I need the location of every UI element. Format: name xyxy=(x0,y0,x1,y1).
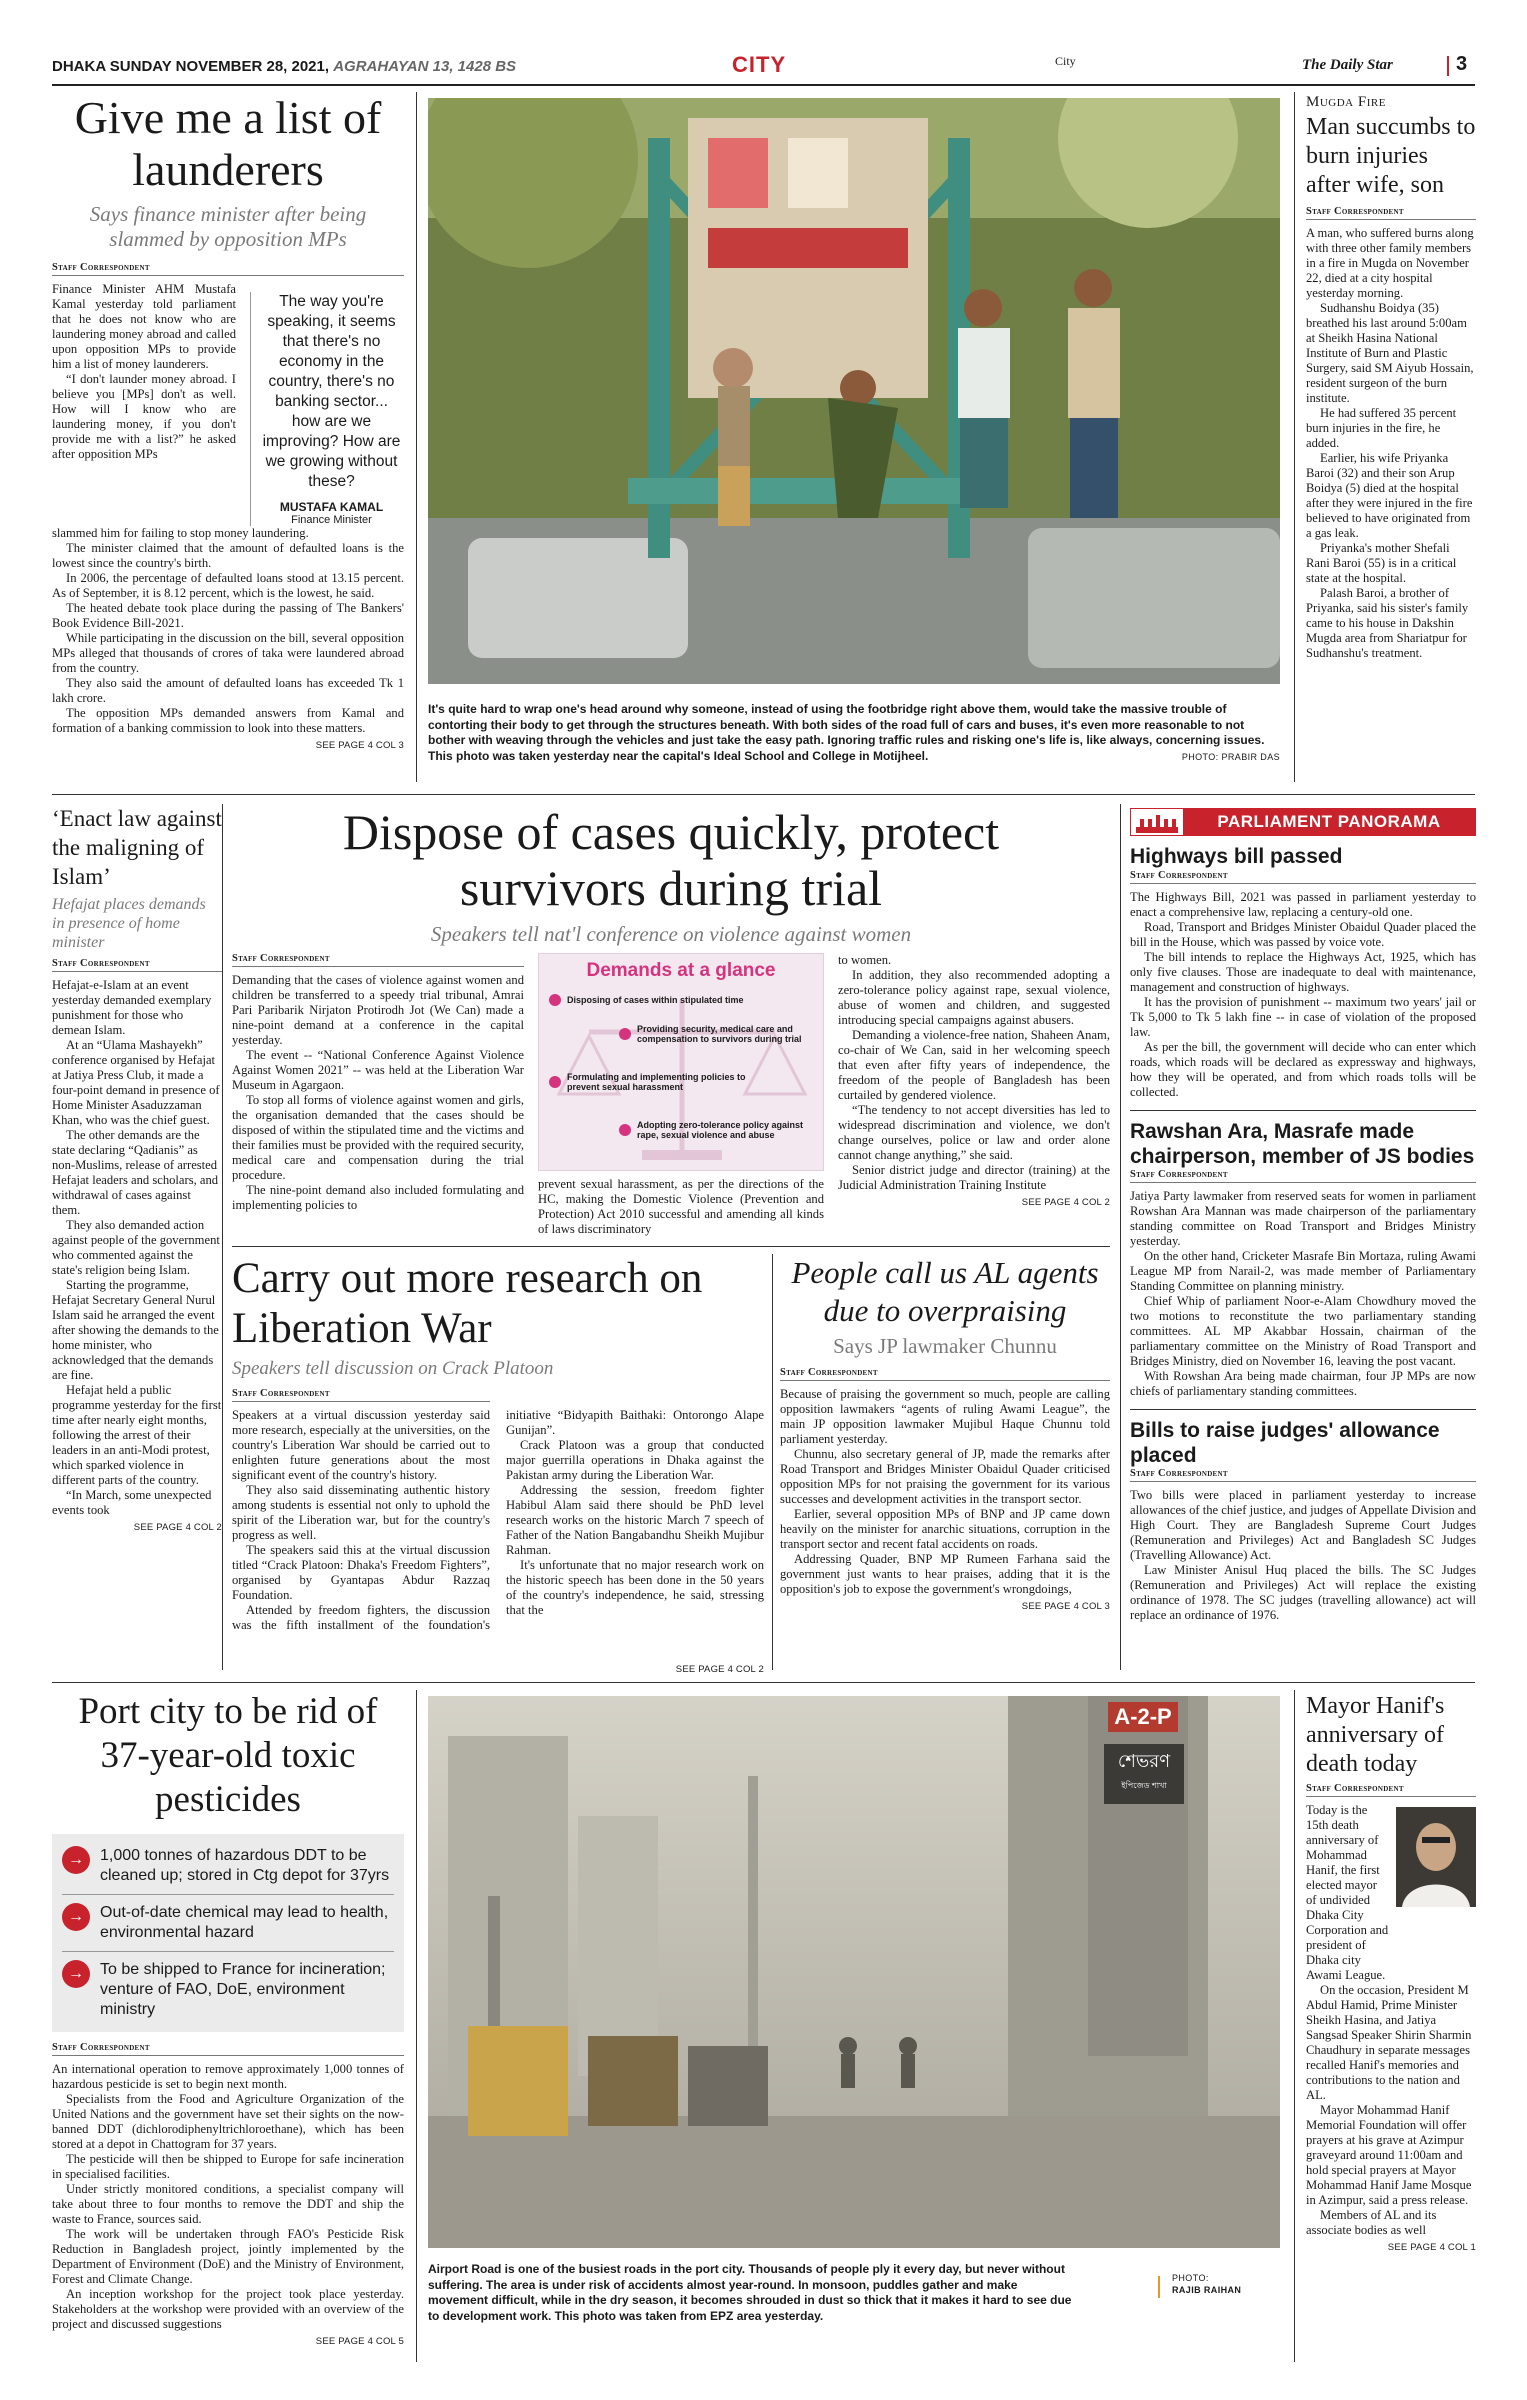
paragraph: The opposition MPs demanded answers from Kamal and formation of a banking commission to look into these matters. xyxy=(52,706,404,735)
masthead-rule xyxy=(52,84,1475,86)
paragraph: While participating in the discussion on the bill, several opposition MPs alleged that thousands of crores of taka were laundered abroad from the country. xyxy=(52,631,404,675)
section-rule xyxy=(52,1682,1475,1683)
body xyxy=(232,1408,764,1660)
dateline-bengali: AGRAHAYAN 13, 1428 BS xyxy=(333,58,517,75)
body xyxy=(232,973,524,1213)
paragraph: The event -- “National Conference Against Violence Against Women 2021” -- was held at the Liberation War Museum in Agargaon. xyxy=(232,1048,524,1092)
hefajat-article xyxy=(52,804,222,1670)
glance-item xyxy=(619,1120,815,1140)
glance-item xyxy=(619,1024,815,1044)
glance-item-text: Providing security, medical care and compensation to survivors during trial xyxy=(637,1024,802,1044)
column-rule xyxy=(772,1254,773,1670)
see-page-link[interactable]: SEE PAGE 4 COL 3 xyxy=(1021,1601,1110,1612)
paragraph: Palash Baroi, a brother of Priyanka, said his sister's family came to his house in Dakshin Mugda area from Shariatpur for Sudhanshu's treatment. xyxy=(1306,586,1469,660)
paragraph: Starting the programme, Hefajat Secretary General Nurul Islam said he arranged the event after showing the demands to the home minister, who acknowledged that the demands are fine. xyxy=(52,1278,219,1382)
body xyxy=(1130,1488,1476,1623)
mugda-article xyxy=(1306,94,1476,661)
panorama-banner xyxy=(1130,808,1476,836)
rawshan-article xyxy=(1130,1119,1476,1399)
paper-name: The Daily Star xyxy=(1302,57,1393,73)
paragraph: It's unfortunate that no major research work on the historic speech has been done in the 50 years of the country's independence, he said, stressing that the xyxy=(506,1558,764,1617)
chunnu-article xyxy=(780,1254,1110,1670)
headline: Highways bill passed xyxy=(1130,845,1343,868)
paragraph: Members of AL and its associate bodies as well xyxy=(1306,2208,1437,2237)
body xyxy=(1130,890,1476,1100)
paragraph: Addressing Quader, BNP MP Rumeen Farhana said the government just wants to hear praises, adding that it is the opposition's job to expose the government's wrongdoings, xyxy=(780,1552,1110,1596)
photo-caption: Airport Road is one of the busiest roads in the port city. Thousands of people ply it every day, but never without suffering. The area is under risk of accidents almost year-round. In monsoon, puddles gather and make movement difficult, while in the dry season, it becomes shrouded in dust so thick that it makes it hard to see due to development work. This photo was taken from EPZ area yesterday. xyxy=(428,2262,1072,2323)
paragraph: to women. xyxy=(838,953,892,967)
paragraph: The minister claimed that the amount of defaulted loans is the lowest since the country's birth. xyxy=(52,541,404,570)
liberation-article xyxy=(232,1254,764,1675)
shop-sign-text: A-2-P xyxy=(1114,1704,1172,1729)
subhead: Speakers tell discussion on Crack Platoon xyxy=(232,1358,554,1379)
paragraph: “In March, some unexpected events took xyxy=(52,1488,212,1517)
glance-title: Demands at a glance xyxy=(586,960,776,981)
paragraph: It has the provision of punishment -- maximum two years' jail or Tk 5,000 to Tk 5 lakh fine -- in case of violation of the proposed law. xyxy=(1130,995,1476,1039)
paragraph: Earlier, his wife Priyanka Baroi (32) and their son Arup Boidya (5) died at the hospital after they were injured in the fire believed to have originated from a gas leak. xyxy=(1306,451,1473,540)
credit-divider xyxy=(1158,2276,1160,2298)
paragraph: Under strictly monitored conditions, a specialist company will take about three to four months to remove the DDT and ship the waste to France, sources said. xyxy=(52,2182,404,2226)
launderers-article xyxy=(52,92,404,782)
paragraph: Specialists from the Food and Agriculture Organization of the United Nations and the government have set their sights on the now-banned DDT (dichlorodiphenyltrichloroethane), which has been stored at a depot in Chattogram for 37 years. xyxy=(52,2092,404,2151)
paragraph: Hefajat held a public programme yesterday for the first time after nearly eight months, following the arrest of their leaders in an anti-Modi protest, which sparked violence in different parts of the country. xyxy=(52,1383,222,1487)
bullet-box xyxy=(52,1834,404,2032)
body-narrow xyxy=(1306,1803,1390,1983)
paragraph: Finance Minister AHM Mustafa Kamal yesterday told parliament that he does not know who are laundering money abroad and called upon opposition MPs to provide him a list of money launderers. xyxy=(52,282,236,371)
bullet-icon xyxy=(619,1124,631,1136)
paragraph: The heated debate took place during the passing of The Bankers' Book Evidence Bill-2021. xyxy=(52,601,404,630)
glance-item-text: Formulating and implementing policies to prevent sexual harassment xyxy=(567,1072,746,1092)
dateline: DHAKA SUNDAY NOVEMBER 28, 2021, xyxy=(52,58,330,75)
byline: Staff Correspondent xyxy=(1130,1468,1476,1482)
dispose-col-1 xyxy=(232,953,524,1237)
column-rule xyxy=(416,92,417,782)
byline: Staff Correspondent xyxy=(1306,1783,1476,1797)
bengali-sign-text: শেভরণ xyxy=(1117,1751,1171,1772)
paragraph: prevent sexual harassment, as per the directions of the HC, making the Domestic Violence (Prevention and Protection) Act 2010 successful and amending all kinds of laws discriminatory xyxy=(538,1177,824,1236)
paragraph: The other demands are the state declaring “Qadianis” as non-Muslims, release of arrested Hefajat leaders and scholars, and withdrawal of cases against them. xyxy=(52,1128,219,1217)
paragraph: With Rowshan Ara being made chairman, four JP MPs are now chiefs of parliamentary standing committees. xyxy=(1130,1369,1476,1398)
parliament-icon xyxy=(1131,809,1183,835)
article-rule xyxy=(1130,1409,1476,1410)
body xyxy=(1130,1189,1476,1399)
airport-road-photo xyxy=(428,1696,1280,2248)
arrow-icon: → xyxy=(62,1960,90,1988)
bengali-sign-subtext: ইপিজেড শাখা xyxy=(1121,1781,1167,1790)
byline: Staff Correspondent xyxy=(232,1388,490,1402)
paragraph: slammed him for failing to stop money laundering. xyxy=(52,526,309,540)
paragraph: Senior district judge and director (training) at the Judicial Administration Training Institute xyxy=(838,1163,1110,1192)
paragraph: The work will be undertaken through FAO's Pesticide Risk Reduction in Bangladesh project, jointly implemented by the Department of Environment (DoE) and the Ministry of Environment, Forest and Climate Change. xyxy=(52,2227,404,2286)
column-rule xyxy=(416,1690,417,2362)
paragraph: In 2006, the percentage of defaulted loans stood at 13.15 percent. As of September, it is 8.12 percent, which is the lowest, he said. xyxy=(52,571,404,600)
photo-credit xyxy=(1172,2272,1241,2296)
paragraph: Two bills were placed in parliament yesterday to increase allowances of the chief justice, and judges of Appellate Division and High Court. They are Bangladesh Supreme Court Judges (Remuneration and Privileges) Act and Bangladesh SC Judges (Travelling Allowance) Act. xyxy=(1130,1488,1476,1562)
paragraph: He had suffered 35 percent burn injuries in the fire, he added. xyxy=(1306,406,1457,450)
paragraph: Crack Platoon was a group that conducted major guerrilla operations in Dhaka against the Pakistan army during the Liberation War. xyxy=(506,1438,764,1482)
headline: Dispose of cases quickly, protect survivors during trial xyxy=(342,804,1000,916)
byline: Staff Correspondent xyxy=(52,2042,404,2056)
headline: Rawshan Ara, Masrafe made chairperson, member of JS bodies xyxy=(1130,1120,1475,1168)
body xyxy=(838,953,1110,1193)
masthead xyxy=(52,54,1475,80)
paragraph: Because of praising the government so much, people are calling opposition lawmakers “agents of ruling Awami League”, the main JP opposition lawmaker Mujibul Haque Chunnu told parliament yesterday. xyxy=(780,1387,1110,1446)
bullet-item xyxy=(62,1895,394,1952)
glance-item xyxy=(549,994,749,1006)
portrait-photo xyxy=(1396,1807,1476,1907)
paragraph: “The tendency to not accept diversities has led to widespread discrimination and violence, we don't change ourselves, police or law and order alone cannot change anything,” she said. xyxy=(838,1103,1110,1162)
see-page-link[interactable]: SEE PAGE 4 COL 5 xyxy=(315,2336,404,2347)
paragraph: “I don't launder money abroad. I believe you [MPs] don't as well. How will I know who are laundering money, if you don't provide me with a list?” he asked after opposition MPs xyxy=(52,372,236,461)
paragraph: In addition, they also recommended adopting a zero-tolerance policy against rape, sexual violence, abuse of women and children, and suggested introducing special campaigns against abusers. xyxy=(838,968,1110,1027)
body xyxy=(1306,1983,1476,2238)
glance-item-text: Disposing of cases within stipulated time xyxy=(567,995,744,1005)
column-rule xyxy=(1294,92,1295,782)
paragraph: Speakers at a virtual discussion yesterday said more research, especially at the universities, on the country's Liberation War should be carried out to enlighten future generations about the most significant event of the country's history. xyxy=(232,1408,490,1482)
airport-caption-block xyxy=(428,2262,1280,2346)
paragraph: They also said the amount of defaulted loans has exceeded Tk 1 lakh crore. xyxy=(52,676,404,705)
article-rule xyxy=(1130,1110,1476,1111)
body-wide xyxy=(52,526,404,736)
byline: Staff Correspondent xyxy=(1306,206,1476,220)
highways-article xyxy=(1130,844,1476,1100)
paragraph: Demanding a violence-free nation, Shaheen Anam, co-chair of We Can, said in her welcoming speech that even after fifty years of independence, the freedom of the people of Bangladesh has been curtailed by gendered violence. xyxy=(838,1028,1110,1102)
paragraph: On the other hand, Cricketer Masrafe Bin Mortaza, ruling Awami League MP from Narail-2, was made member of Parliamentary Standing Committee on planning ministry. xyxy=(1130,1249,1476,1293)
bullet-text: 1,000 tonnes of hazardous DDT to be cleaned up; stored in Ctg depot for 37yrs xyxy=(100,1847,390,1884)
headline: Mayor Hanif's anniversary of death today xyxy=(1306,1693,1445,1777)
page-number-divider xyxy=(1447,56,1449,76)
headline: ‘Enact law against the maligning of Islam’ xyxy=(52,806,222,889)
parliament-panorama xyxy=(1130,808,1476,1672)
pesticides-article xyxy=(52,1690,404,2362)
shop-sign xyxy=(1108,1702,1178,1732)
byline: Staff Correspondent xyxy=(52,262,404,276)
see-page-link[interactable]: SEE PAGE 4 COL 3 xyxy=(315,740,404,751)
bullet-text: To be shipped to France for incineration; venture of FAO, DoE, environment ministry xyxy=(100,1961,386,2018)
kicker: Mugda Fire xyxy=(1306,94,1386,110)
portrait-illustration xyxy=(1396,1807,1476,1907)
pull-quote xyxy=(250,292,402,526)
paragraph: Chunnu, also secretary general of JP, made the remarks after Road Transport and Bridges Minister Obaidul Quader criticised opposition MPs for not praising the government for its various successes and development activities in the transport sector. xyxy=(780,1447,1110,1506)
footbridge-photo xyxy=(428,98,1280,684)
paragraph: A man, who suffered burns along with three other family members in a fire in Mugda on November 22, died at a city hospital yesterday morning. xyxy=(1306,226,1474,300)
paragraph: As per the bill, the government will decide who can enter which roads, which roads will be declared as expressway and highways, how they will be operated, and from which roads tolls will be collected. xyxy=(1130,1040,1476,1099)
glance-item-text: Adopting zero-tolerance policy against rape, sexual violence and abuse xyxy=(637,1120,804,1140)
bullet-icon xyxy=(619,1028,631,1040)
dispose-col-3 xyxy=(838,953,1110,1237)
paragraph: The Highways Bill, 2021 was passed in parliament yesterday to enact a comprehensive law, replacing a century-old one. xyxy=(1130,890,1476,919)
body xyxy=(52,2062,404,2332)
subhead: Speakers tell nat'l conference on violence against women xyxy=(430,922,912,946)
subhead: Says finance minister after being slammed by opposition MPs xyxy=(89,202,367,251)
bullet-icon xyxy=(549,994,561,1006)
byline: Staff Correspondent xyxy=(232,953,524,967)
paragraph: Addressing the session, freedom fighter Habibul Alam said there should be PhD level research works on the historic March 7 speech of Father of the Nation Bangabandhu Sheikh Mujibur Rahman. xyxy=(506,1483,764,1557)
see-page-link[interactable]: SEE PAGE 4 COL 2 xyxy=(1021,1197,1110,1208)
footbridge-photo-illustration xyxy=(428,98,1280,684)
byline: Staff Correspondent xyxy=(1130,870,1476,884)
column-rule xyxy=(1294,1690,1295,2362)
paragraph: An inception workshop for the project took place yesterday. Stakeholders at the workshop were provided with an overview of the project and discussed suggestions xyxy=(52,2287,404,2331)
paragraph: The nine-point demand also included formulating and implementing policies to xyxy=(232,1183,524,1212)
see-page-link[interactable]: SEE PAGE 4 COL 2 xyxy=(675,1664,764,1675)
page-number: 3 xyxy=(1456,53,1468,75)
section-rule xyxy=(232,1246,1110,1247)
judges-article xyxy=(1130,1418,1476,1623)
body-narrow xyxy=(52,282,236,526)
headline: Man succumbs to burn injuries after wife, son xyxy=(1306,114,1476,198)
headline: Give me a list of launderers xyxy=(74,92,382,195)
arrow-icon: → xyxy=(62,1846,90,1874)
paragraph: Hefajat-e-Islam at an event yesterday demanded exemplary punishment for those who demean Islam. xyxy=(52,978,212,1037)
body xyxy=(538,1177,824,1237)
paragraph: An international operation to remove approximately 1,000 tonnes of hazardous pesticide is set to begin next month. xyxy=(52,2062,404,2091)
bullet-icon xyxy=(549,1076,561,1088)
paragraph: Today is the 15th death anniversary of Mohammad Hanif, the first elected mayor of undivided Dhaka City Corporation and president of Dhaka city Awami League. xyxy=(1306,1803,1389,1982)
headline: Carry out more research on Liberation War xyxy=(232,1255,703,1352)
see-page-link[interactable]: SEE PAGE 4 COL 2 xyxy=(133,1522,222,1533)
bullet-item xyxy=(62,1838,394,1895)
paragraph: Mayor Mohammad Hanif Memorial Foundation will offer prayers at his grave at Azimpur graveyard around 11:00am and hold special prayers at Mayor Mohammad Hanif Jame Mosque in Azimpur, said a press release. xyxy=(1306,2103,1472,2207)
paragraph: Chief Whip of parliament Noor-e-Alam Chowdhury moved the two motions to reconstitute the two parliamentary standing committees. AL MP Akabbar Hossain, chairman of the parliamentary committee on the Ministry of Road Transport and Bridges Ministry, died on November 16, leaving the post vacant. xyxy=(1130,1294,1476,1368)
paragraph: On the occasion, President M Abdul Hamid, Prime Minister Sheikh Hasina, and Jatiya Sangsad Speaker Shirin Sharmin Chaudhury in separate messages recalled Hanif's memories and contributions to the nation and AL. xyxy=(1306,1983,1472,2102)
byline: Staff Correspondent xyxy=(52,958,222,972)
column-rule xyxy=(1120,804,1121,1670)
paragraph: Road, Transport and Bridges Minister Obaidul Quader placed the bill in the House, which was passed by voice vote. xyxy=(1130,920,1476,949)
section-label: CITY xyxy=(732,52,787,77)
body xyxy=(1306,226,1476,661)
byline: Staff Correspondent xyxy=(1130,1169,1476,1183)
footbridge-caption-block xyxy=(428,702,1280,764)
paragraph: Priyanka's mother Shefali Rani Baroi (55) is in a critical state at the hospital. xyxy=(1306,541,1457,585)
paragraph: They also demanded action against people of the government who commented against the state's religion being Islam. xyxy=(52,1218,220,1277)
section-label-small: City xyxy=(1055,54,1076,68)
quote-role: Finance Minister xyxy=(291,514,372,526)
dispose-article xyxy=(232,804,1110,1238)
paragraph: Jatiya Party lawmaker from reserved seats for women in parliament Rowshan Ara Mannan was made chairperson of the parliamentary standing committee on Road Transport and Bridges Ministry yesterday. xyxy=(1130,1189,1476,1248)
headline: Bills to raise judges' allowance placed xyxy=(1130,1419,1440,1467)
paragraph: The bill intends to replace the Highways Act, 1925, which has only five clauses. Those are inadequate to deal with maintenance, management and construction of highways. xyxy=(1130,950,1476,994)
quote-name: MUSTAFA KAMAL xyxy=(279,500,384,514)
demands-at-a-glance-box xyxy=(538,953,824,1171)
photo-credit: PHOTO: PRABIR DAS xyxy=(1181,752,1280,762)
see-page-link[interactable]: SEE PAGE 4 COL 1 xyxy=(1387,2242,1476,2253)
subhead: Says JP lawmaker Chunnu xyxy=(833,1334,1057,1358)
column-rule xyxy=(222,804,223,1670)
bengali-sign xyxy=(1104,1744,1184,1804)
paragraph: Demanding that the cases of violence against women and children be transferred to a speedy trial tribunal, Amrai Pari Paribarik Nirjaton Protirodh Jot (We Can) made a nine-point demand at a conference in the capital yesterday. xyxy=(232,973,524,1047)
paragraph: At an “Ulama Mashayekh” conference organised by Hefajat at Jatiya Press Club, it made a four-point demand in presence of Home Minister Asaduzzaman Khan, who was the chief guest. xyxy=(52,1038,220,1127)
arrow-icon: → xyxy=(62,1903,90,1931)
paragraph: Law Minister Anisul Huq placed the bills. The SC Judges (Remuneration and Privileges) Act will replace the existing ordinance of 1978. The SC judges (travelling allowance) act will replace an ordinance of 1976. xyxy=(1130,1563,1476,1622)
body xyxy=(780,1387,1110,1597)
section-rule xyxy=(52,794,1475,795)
subhead: Hefajat places demands in presence of home minister xyxy=(52,896,206,951)
paragraph: They also said disseminating authentic history among students is essential not only to uphold the spirit of the Liberation war, but for the country's progress as well. xyxy=(232,1483,490,1542)
body xyxy=(52,978,222,1518)
credit-label: PHOTO: xyxy=(1172,2273,1209,2283)
paragraph: Attended by freedom fighters, the discussion was the fifth installment of the foundation's initiative “Bidyapith Baithaki: Ontorongo Alape Gunijan”. xyxy=(232,1408,764,1632)
bullet-item xyxy=(62,1952,394,2028)
headline: People call us AL agents due to overpraising xyxy=(791,1255,1099,1328)
glance-item xyxy=(549,1072,749,1092)
hanif-article xyxy=(1306,1692,1476,2362)
banner-title: PARLIAMENT PANORAMA xyxy=(1183,809,1475,835)
headline: Port city to be rid of 37-year-old toxic pesticides xyxy=(78,1691,378,1820)
paragraph: To stop all forms of violence against women and girls, the organisation demanded that the cases should be disposed of within the stipulated time and the victims and their families must be provided with the required security, medical care and compensation during the trial procedure. xyxy=(232,1093,524,1182)
credit-name: RAJIB RAIHAN xyxy=(1172,2285,1242,2295)
bullet-text: Out-of-date chemical may lead to health, environmental hazard xyxy=(100,1904,389,1941)
paragraph: The pesticide will then be shipped to Europe for safe incineration in specialised facilities. xyxy=(52,2152,404,2181)
photo-caption: It's quite hard to wrap one's head around why someone, instead of using the footbridge right above them, would take the massive trouble of contorting their body to get through the structures beneath. With both sides of the road full of cars and buses, it's even more reasonable to not bother with weaving through the vehicles and just take the easy path. Ignoring traffic rules and risking one's life is, like always, concerning issues. This photo was taken yesterday near the capital's Ideal School and College in Motijheel. xyxy=(428,702,1265,763)
quote-text: The way you're speaking, it seems that there's no economy in the country, there's no banking sector... how are we improving? How are we growing without these? xyxy=(262,293,401,490)
paragraph: Sudhanshu Boidya (35) breathed his last around 5:00am at Sheikh Hasina National Institute of Burn and Plastic Surgery, said SM Aiyub Hossain, resident surgeon of the burn institute. xyxy=(1306,301,1474,405)
paragraph: Earlier, several opposition MPs of BNP and JP came down heavily on the minister for anarchic situations, corruption in the transport sector and recent fatal accidents on roads. xyxy=(780,1507,1110,1551)
dispose-col-2 xyxy=(538,953,824,1237)
paragraph: The speakers said this at the virtual discussion titled “Crack Platoon: Dhaka's Freedom Fighters”, organised by Gyantapas Abdur Razzaq Foundation. xyxy=(232,1543,490,1602)
byline: Staff Correspondent xyxy=(780,1367,1110,1381)
